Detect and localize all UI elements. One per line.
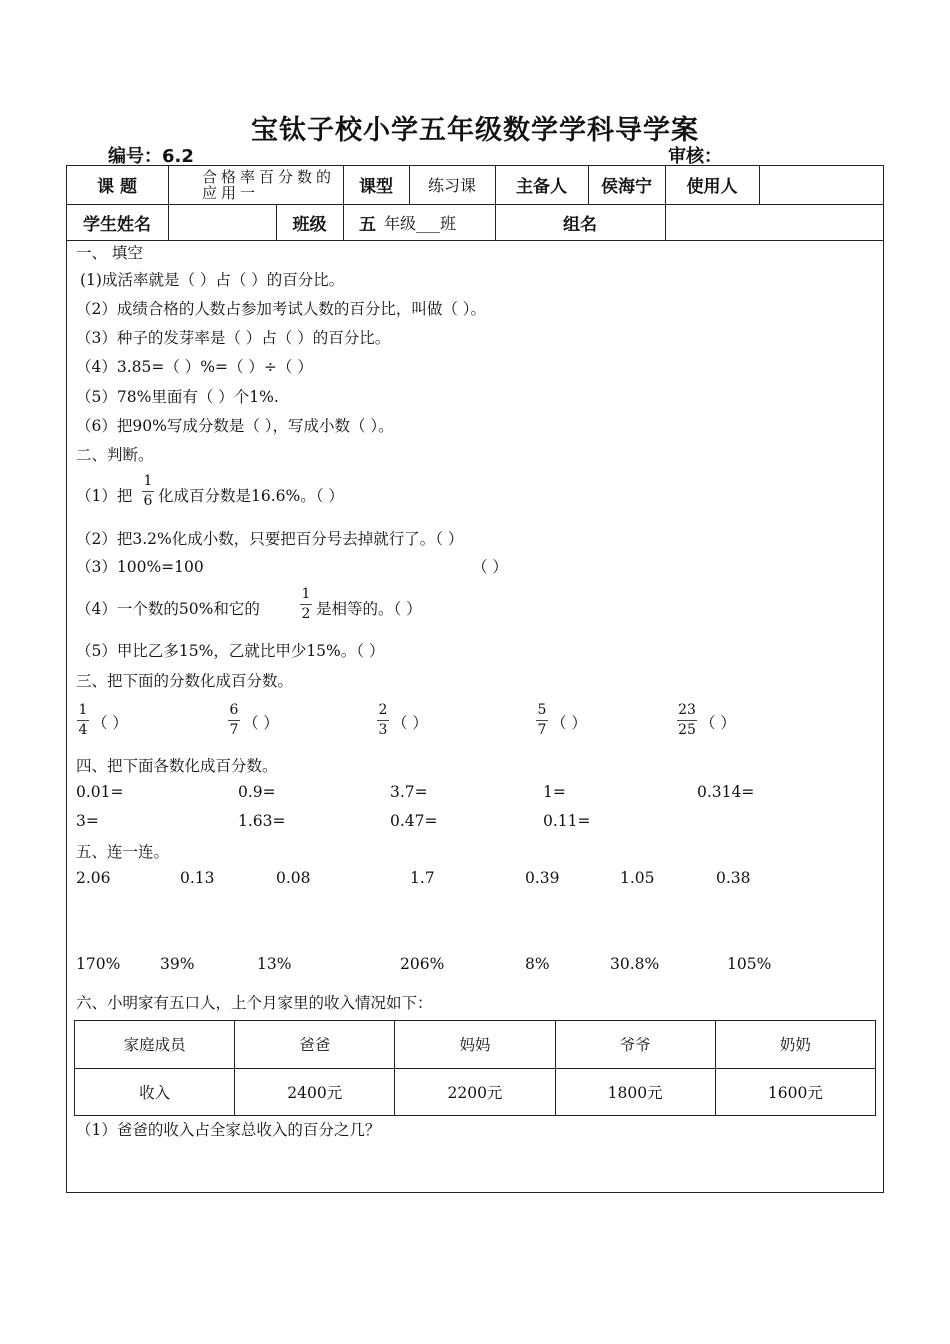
table-cell: 2200元	[395, 1068, 555, 1116]
s2-question-3-paren: （ ）	[472, 558, 508, 576]
topic-label: 课 题	[97, 177, 137, 197]
fraction-denominator: 7	[229, 722, 239, 738]
fraction-bar	[536, 720, 548, 721]
section-4-heading: 四、把下面各数化成百分数。	[76, 757, 278, 775]
section-3-heading: 三、把下面的分数化成百分数。	[76, 672, 294, 690]
user-value[interactable]	[759, 165, 884, 204]
s3-fraction-5	[677, 702, 697, 739]
s3-answer-3: （ ）	[392, 714, 428, 732]
fraction-numerator: 6	[229, 702, 239, 718]
s4-item: 0.47=	[390, 812, 438, 830]
s5-decimal: 0.13	[180, 869, 215, 887]
s3-fraction-2	[228, 702, 240, 739]
s5-percent: 39%	[160, 955, 195, 973]
s3-answer-1: （ ）	[92, 714, 128, 732]
s3-answer-5: （ ）	[700, 714, 736, 732]
user-label: 使用人	[686, 177, 738, 197]
fraction-denominator: 2	[301, 606, 311, 622]
s4-item: 0.01=	[76, 783, 124, 801]
s1-question-5: （5）78%里面有（ ）个1%.	[76, 388, 279, 406]
type-value: 练习课	[427, 176, 476, 195]
preparer-label: 主备人	[516, 177, 567, 197]
s2-question-4-suffix: 是相等的。（ ）	[316, 600, 422, 618]
table-header-cell: 爷爷	[555, 1021, 715, 1069]
s5-decimal: 0.08	[276, 869, 311, 887]
s5-decimal: 1.05	[620, 869, 655, 887]
income-table	[74, 1020, 876, 1116]
type-label: 课型	[359, 177, 393, 197]
table-header-cell: 家庭成员	[75, 1021, 235, 1069]
review-label: 审核：	[668, 146, 722, 167]
table-cell: 收入	[75, 1068, 235, 1116]
s3-fraction-1	[77, 702, 89, 739]
fraction-bar	[142, 491, 154, 492]
s2-question-3: （3）100%=100	[76, 558, 204, 576]
fraction-bar	[677, 720, 697, 721]
fraction-denominator: 7	[537, 722, 547, 738]
fraction-bar	[377, 720, 389, 721]
student-name-value[interactable]	[168, 204, 276, 240]
section-1-heading: 一、 填空	[76, 244, 143, 262]
header-bottom-line	[66, 240, 884, 241]
table-row	[75, 1021, 876, 1069]
fraction-denominator: 4	[78, 722, 88, 738]
s6-question-1: （1）爸爸的收入占全家总收入的百分之几？	[76, 1121, 381, 1139]
class-grade: 五	[359, 214, 376, 235]
s5-percent: 105%	[727, 955, 772, 973]
group-value[interactable]	[665, 204, 884, 240]
fraction-bar	[300, 604, 312, 605]
s3-answer-2: （ ）	[243, 714, 279, 732]
table-header-cell: 奶奶	[715, 1021, 875, 1069]
s2-question-2: （2）把3.2%化成小数，只要把百分号去掉就行了。（ ）	[76, 530, 464, 548]
topic-value: 合格率百分数的应用一	[202, 167, 336, 202]
class-value[interactable]	[343, 204, 495, 240]
fraction-numerator: 1	[78, 702, 88, 718]
fraction-numerator: 23	[678, 702, 696, 718]
fraction-numerator: 1	[301, 586, 311, 602]
s2-question-1-prefix: （1）把	[76, 487, 133, 505]
fraction-bar	[228, 720, 240, 721]
student-name-label: 学生姓名	[83, 214, 151, 235]
fraction-denominator: 6	[143, 493, 153, 509]
group-label: 组名	[563, 214, 597, 235]
s4-item: 0.11=	[543, 812, 591, 830]
s5-decimal: 0.38	[716, 869, 751, 887]
table-row	[75, 1068, 876, 1116]
s4-item: 0.314=	[697, 783, 755, 801]
s1-question-2: （2）成绩合格的人数占参加考试人数的百分比，叫做（ ）。	[76, 300, 487, 318]
s5-percent: 206%	[400, 955, 445, 973]
table-cell: 1800元	[555, 1068, 715, 1116]
class-text: 年级___班	[384, 213, 457, 233]
table-header-cell: 妈妈	[395, 1021, 555, 1069]
s2-q4-fraction	[300, 586, 312, 623]
s3-fraction-3	[377, 702, 389, 739]
s1-question-6: （6）把90%写成分数是（ ），写成小数（ ）。	[76, 417, 394, 435]
s4-item: 0.9=	[238, 783, 276, 801]
s5-percent: 8%	[525, 955, 550, 973]
fraction-numerator: 5	[537, 702, 547, 718]
s1-question-4: （4）3.85=（ ）%=（ ）÷（ ）	[76, 358, 313, 376]
table-header-cell: 爸爸	[235, 1021, 395, 1069]
s5-decimal: 2.06	[76, 869, 111, 887]
s4-item: 1=	[543, 783, 566, 801]
fraction-numerator: 2	[378, 702, 388, 718]
table-cell: 1600元	[715, 1068, 875, 1116]
s2-question-4-prefix: （4）一个数的50%和它的	[76, 600, 260, 618]
fraction-denominator: 25	[678, 722, 696, 738]
class-label: 班级	[292, 214, 327, 235]
s5-decimal: 1.7	[410, 869, 435, 887]
s1-question-3: （3）种子的发芽率是（ ）占（ ）的百分比。	[76, 329, 391, 347]
section-2-heading: 二、判断。	[76, 446, 154, 464]
s2-question-5: （5）甲比乙多15%，乙就比甲少15%。（ ）	[76, 642, 385, 660]
s3-fraction-4	[536, 702, 548, 739]
s4-item: 1.63=	[238, 812, 286, 830]
fraction-bar	[77, 720, 89, 721]
serial-number: 编号：6.2	[108, 146, 194, 167]
s2-question-1-suffix: 化成百分数是16.6%。（ ）	[158, 487, 344, 505]
document-title: 宝钛子校小学五年级数学学科导学案	[251, 115, 699, 146]
s3-answer-4: （ ）	[551, 714, 587, 732]
s2-q1-fraction	[142, 473, 154, 510]
preparer-value: 侯海宁	[601, 177, 652, 197]
s5-percent: 13%	[257, 955, 292, 973]
s5-percent: 30.8%	[610, 955, 660, 973]
section-6-heading: 六、小明家有五口人，上个月家里的收入情况如下：	[76, 994, 433, 1012]
table-cell: 2400元	[235, 1068, 395, 1116]
fraction-numerator: 1	[143, 473, 153, 489]
s4-item: 3=	[76, 812, 99, 830]
s5-percent: 170%	[76, 955, 121, 973]
s4-item: 3.7=	[390, 783, 428, 801]
section-5-heading: 五、连一连。	[76, 843, 170, 861]
s5-decimal: 0.39	[525, 869, 560, 887]
s1-question-1: (1)成活率就是（ ）占（ ）的百分比。	[80, 271, 345, 289]
fraction-denominator: 3	[378, 722, 388, 738]
